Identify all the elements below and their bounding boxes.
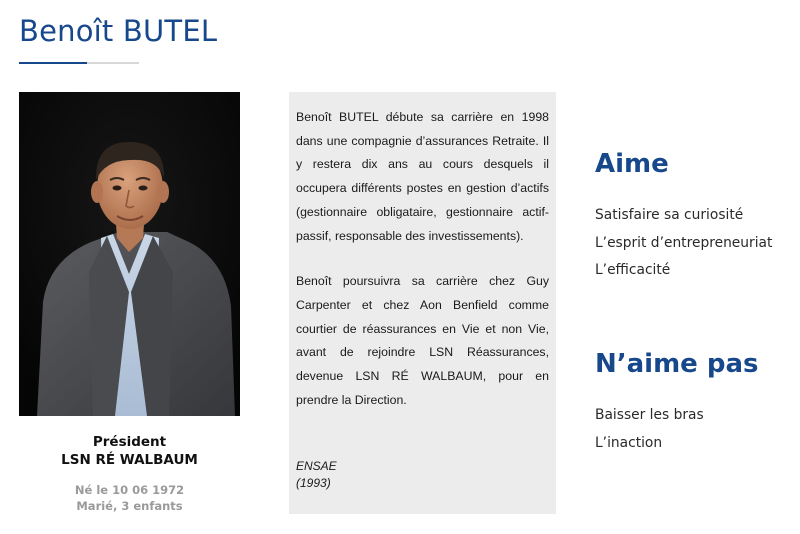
dislikes-item: Baisser les bras xyxy=(595,407,704,423)
bio-paragraph: Benoît poursuivra sa carrière chez Guy Carpenter et chez Aon Benfield comme courtier de réassurances en Vie et non Vie, avant de rejoindre LSN Réassurances, devenue LSN RÉ WALBAUM, pour en prendre la Direction. xyxy=(296,274,549,407)
profile-caption xyxy=(19,433,240,514)
birth-date: Né le 10 06 1972 xyxy=(74,483,185,497)
dislikes-list xyxy=(595,402,704,457)
education-year: (1993) xyxy=(296,476,331,490)
likes-heading: Aime xyxy=(595,149,669,179)
education xyxy=(296,458,337,492)
likes-item: L’esprit d’entrepreneuriat xyxy=(595,234,773,251)
page-title: Benoît BUTEL xyxy=(19,14,218,48)
personal-info xyxy=(19,482,240,514)
family-status: Marié, 3 enfants xyxy=(76,499,183,513)
title-underline xyxy=(19,62,139,64)
job-title: Président xyxy=(92,434,167,450)
likes-list xyxy=(595,202,772,285)
likes-item: L’efficacité xyxy=(595,262,671,278)
title-underline-accent xyxy=(19,62,87,64)
dislikes-item: L’inaction xyxy=(595,434,663,451)
portrait-illustration xyxy=(19,92,240,416)
education-school: ENSAE xyxy=(296,459,337,473)
company-name: LSN RÉ WALBAUM xyxy=(61,452,198,468)
dislikes-heading: N’aime pas xyxy=(595,349,759,379)
portrait-photo xyxy=(19,92,240,416)
biography-panel xyxy=(289,92,556,514)
bio-paragraph: Benoît BUTEL débute sa carrière en 1998 dans une compagnie d’assurances Retraite. Il y restera dix ans au cours desquels il occupera différents postes en gestion d’actifs (gestionnaire obligataire, gestionnaire actif-passif, responsable des investissements). xyxy=(296,110,549,243)
likes-item: Satisfaire sa curiosité xyxy=(595,207,744,223)
